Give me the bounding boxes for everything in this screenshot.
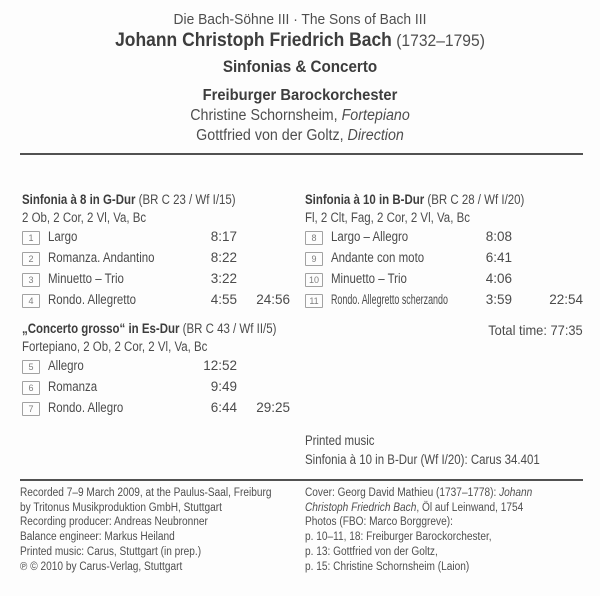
- track-title: Romanza: [48, 379, 98, 394]
- divider-bottom: [20, 479, 583, 481]
- track-number-box: 11: [305, 294, 323, 308]
- artist-line: [24, 106, 576, 126]
- track-row: [305, 227, 583, 248]
- tracklist-left-column: [22, 190, 290, 419]
- track-row: [22, 290, 290, 311]
- album-title: Sinfonias & Concerto: [222, 58, 378, 76]
- track-title: Romanza. Andantino: [48, 250, 155, 265]
- divider-top: [20, 153, 583, 155]
- track-title: Largo – Allegro: [331, 229, 409, 244]
- track-title: Andante con moto: [331, 250, 425, 265]
- track-title: Allegro: [48, 358, 84, 373]
- catalog-number: (BR C 43 / Wf II/5): [179, 321, 277, 336]
- scoring-line: 2 Ob, 2 Cor, 2 Vl, Va, Bc: [22, 210, 147, 225]
- artist-line: [24, 126, 576, 146]
- credit-line: Printed music: Carus, Stuttgart (in prep.): [20, 545, 202, 558]
- copyright-line: ℗ © 2010 by Carus-Verlag, Stuttgart: [20, 560, 183, 573]
- track-number-box: 10: [305, 273, 323, 287]
- track-title: Rondo. Allegretto scherzando: [331, 292, 448, 307]
- scoring-line: Fortepiano, 2 Ob, 2 Cor, 2 Vl, Va, Bc: [22, 339, 208, 354]
- section-total: 29:25: [256, 400, 290, 415]
- cover-credit: [305, 486, 573, 515]
- track-number-box: 1: [22, 231, 40, 245]
- credit-line: by Tritonus Musikproduktion GmbH, Stuttgart: [20, 501, 222, 514]
- catalog-number: (BR C 23 / Wf I/15): [135, 192, 236, 207]
- track-row: [305, 269, 583, 290]
- track-time: 6:44: [210, 400, 237, 415]
- series-title: Die Bach-Söhne III · The Sons of Bach III: [173, 11, 427, 28]
- credit-line: Recording producer: Andreas Neubronner: [20, 516, 208, 529]
- section-heading: [22, 190, 250, 209]
- cover-credit-text: , Öl auf Leinwand, 1754: [416, 501, 524, 514]
- work-title: Sinfonia à 10 in B-Dur: [305, 192, 425, 207]
- track-time: 3:59: [485, 292, 512, 307]
- section-total: 24:56: [256, 292, 290, 307]
- artwork-credits: [305, 486, 600, 574]
- track-time: 8:17: [210, 229, 237, 244]
- printed-music-heading: Printed music: [305, 433, 375, 448]
- track-number-box: 7: [22, 402, 40, 416]
- cover-artwork-title: Johann Christoph Friedrich Bach: [305, 487, 533, 514]
- tracklist-right-column: [305, 190, 583, 311]
- catalog-number: (BR C 28 / Wf I/20): [424, 192, 525, 207]
- work-title: „Concerto grosso“ in Es-Dur: [22, 321, 180, 336]
- track-time: 8:22: [210, 250, 237, 265]
- track-time: 12:52: [203, 358, 237, 373]
- scoring-line: Fl, 2 Clt, Fag, 2 Cor, 2 Vl, Va, Bc: [305, 210, 470, 225]
- total-time: Total time: 77:35: [488, 322, 583, 338]
- production-credits: [20, 486, 306, 574]
- section-concerto-grosso: [22, 319, 290, 419]
- credit-line: p. 15: Christine Schornsheim (Laion): [305, 560, 470, 573]
- track-row: [22, 377, 290, 398]
- track-row: [305, 290, 583, 311]
- credit-line: p. 13: Gottfried von der Goltz,: [305, 545, 438, 558]
- track-time: 6:41: [485, 250, 512, 265]
- track-number-box: 8: [305, 231, 323, 245]
- artist-name: Gottfried von der Goltz,: [196, 127, 348, 144]
- composer-dates: (1732–1795): [391, 31, 485, 50]
- track-number-box: 3: [22, 273, 40, 287]
- track-row: [305, 248, 583, 269]
- track-row: [22, 269, 290, 290]
- artist-role: Fortepiano: [341, 107, 410, 124]
- artist-role: Direction: [347, 127, 404, 144]
- track-number-box: 4: [22, 294, 40, 308]
- track-row: [22, 356, 290, 377]
- track-time: 3:22: [210, 271, 237, 286]
- printed-music-detail: Sinfonia à 10 in B-Dur (Wf I/20): Carus 34.401: [305, 452, 540, 467]
- credit-line: Balance engineer: Markus Heiland: [20, 531, 175, 544]
- track-time: 9:49: [210, 379, 237, 394]
- track-title: Rondo. Allegro: [48, 400, 124, 415]
- track-time: 8:08: [485, 229, 512, 244]
- section-total: 22:54: [549, 292, 583, 307]
- section-sinfonia-a8: [22, 190, 290, 311]
- track-title: Rondo. Allegretto: [48, 292, 137, 307]
- track-title: Minuetto – Trio: [48, 271, 124, 286]
- track-number-box: 5: [22, 360, 40, 374]
- composer-line: [24, 29, 576, 53]
- artist-name: Christine Schornsheim,: [190, 107, 342, 124]
- composer-name: Johann Christoph Friedrich Bach: [115, 30, 392, 51]
- track-number-box: 9: [305, 252, 323, 266]
- cover-credit-text: Cover: Georg David Mathieu (1737–1778):: [305, 487, 500, 499]
- track-number-box: 2: [22, 252, 40, 266]
- track-row: [22, 248, 290, 269]
- track-row: [22, 227, 290, 248]
- track-title: Minuetto – Trio: [331, 271, 407, 286]
- track-time: 4:06: [485, 271, 512, 286]
- section-heading: [305, 190, 541, 209]
- section-heading: [22, 319, 277, 338]
- credit-line: p. 10–11, 18: Freiburger Barockorchester,: [305, 531, 492, 544]
- printed-music-block: [305, 431, 581, 469]
- ensemble-name: Freiburger Barockorchester: [202, 87, 398, 104]
- track-number-box: 6: [22, 381, 40, 395]
- track-title: Largo: [48, 229, 78, 244]
- track-row: [22, 398, 290, 419]
- work-title: Sinfonia à 8 in G-Dur: [22, 192, 136, 207]
- header: [0, 10, 600, 146]
- credit-line: Photos (FBO: Marco Borggreve):: [305, 516, 453, 529]
- track-time: 4:55: [210, 292, 237, 307]
- credit-line: Recorded 7–9 March 2009, at the Paulus-Saal, Freiburg: [20, 487, 272, 499]
- section-sinfonia-a10: [305, 190, 583, 311]
